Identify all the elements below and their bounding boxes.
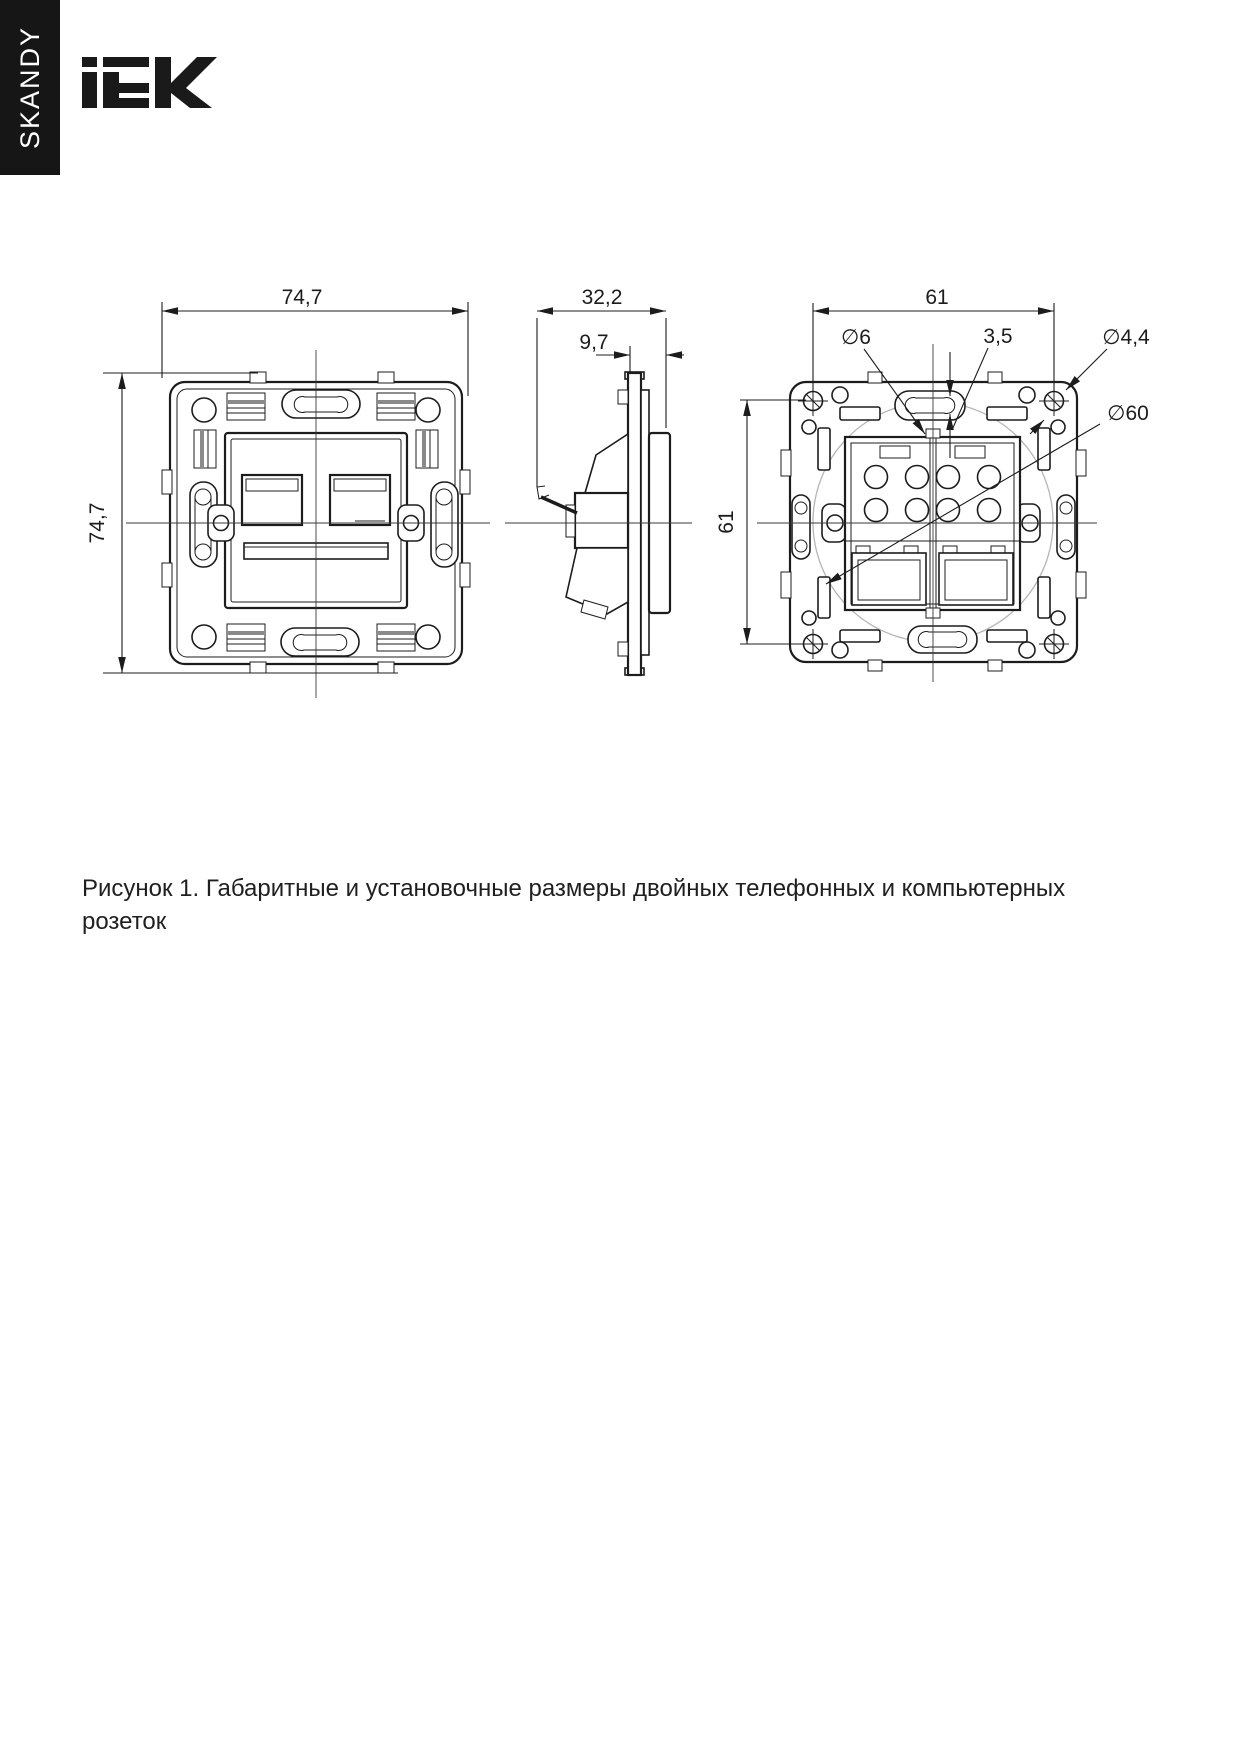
terminal-hole-dim: ∅6 bbox=[841, 326, 871, 349]
iek-logo bbox=[82, 57, 217, 108]
front-width-dim: 74,7 bbox=[281, 286, 323, 309]
figure-caption: Рисунок 1. Габаритные и установочные размеры двойных телефонных и компьютерных розеток bbox=[82, 875, 1066, 936]
back-module bbox=[822, 429, 1040, 618]
side-depth-dim: 32,2 bbox=[581, 286, 623, 309]
back-view-drawing bbox=[715, 286, 1150, 682]
side-jack-profile bbox=[537, 434, 628, 619]
back-height-dim: 61 bbox=[715, 510, 738, 534]
screw-hole-dim: ∅4,4 bbox=[1102, 326, 1150, 349]
front-view-drawing bbox=[86, 286, 490, 698]
slot-width-dim: 3,5 bbox=[983, 325, 1013, 348]
side-view-drawing bbox=[505, 286, 692, 675]
series-tab-label: SKANDY bbox=[14, 25, 45, 150]
side-front-depth-dim: 9,7 bbox=[579, 331, 609, 354]
mounting-box-dim: ∅60 bbox=[1107, 402, 1149, 425]
back-width-dim: 61 bbox=[925, 286, 949, 309]
front-height-dim: 74,7 bbox=[86, 502, 109, 544]
